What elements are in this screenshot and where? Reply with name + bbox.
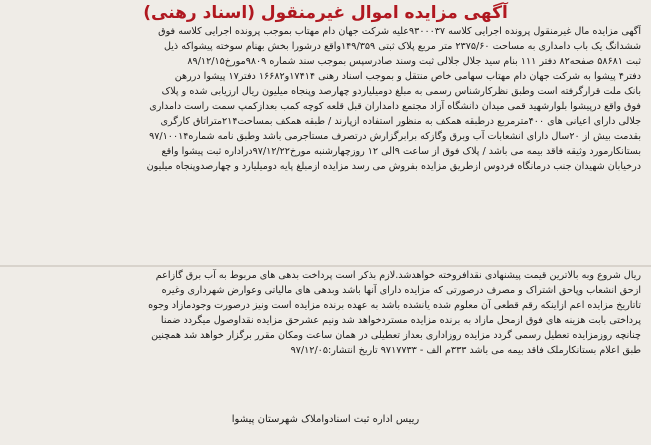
notice-paragraph-1 (8, 24, 643, 264)
text-line: طبق اعلام بستانکارملک فاقد بیمه می باشد ۳۳۳م الف - ۹۷۱۷۷۳۳ تاریخ انتشار:۹۷/۱۲/۰۵ (290, 345, 641, 356)
text-line: جلالی دارای اعیانی های ۴۰۰مترمربع درطبقه همکف به منظور استفاده ازپارند / طبقه همکف بمساحت۲۱۴متراتاق کارگری (160, 116, 641, 127)
notice-paragraph-2 (8, 268, 643, 358)
section-divider (0, 265, 651, 267)
text-line: دفتر۴ پیشوا به شرکت جهان دام مهتاب سهامی خاص منتقل و بموجب اسناد رهنی ۱۷۴۱۴و۱۶۶۸۲ دفتر۱۷ پیشوا دررهن (174, 71, 641, 82)
text-line: فوق واقع درپیشوا بلوارشهید قمی میدان دانشگاه آزاد مجتمع دامداران قبل قلعه کوچه کمب بعدازکمپ سمت راست دامداری (149, 101, 641, 112)
text-line: بقدمت بیش از ۲۰سال دارای انشعابات آب وبرق وگازکه برابرگزارش درتصرف مستاجرمی باشد وطبق نامه شماره۹۷/۱۰۰۱۴ (149, 131, 641, 142)
text-line: ازحق انشعاب وپاحق اشتراک و مصرف درصورتی که مزایده دارای آنها باشد وبدهی های مالیاتی وعوارض شهرداری وغیره (161, 285, 641, 296)
text-line: ششدانگ یک باب دامداری به مساحت ۲۳۷۵/۶۰ متر مربع پلاک ثبتی ۱۴۹/۳۵۹واقع درشورا بخش بهنام سوخته پیشواکه ذیل (163, 41, 641, 52)
text-line: آگهی مزایده مال غیرمنقول پرونده اجرایی کلاسه ۹۳۰۰۰۳۷علیه شرکت جهان دام مهتاب بموجب پرونده اجرایی کلاسه فوق (158, 26, 641, 37)
text-line: چنانچه روزمزایده تعطیل رسمی گردد مزایده روزاداری بعداز تعطیلی در همان ساعت ومکان مقرر برگزار خواهد شد همچنین (151, 330, 641, 341)
text-line: ثبت ۵۸۶۸۱ صفحه۸۲ دفتر ۱۱۱ بنام سید جلال جلالی ثبت وسند صادرسپس بموجب سند شماره ۹۸۰۹مورخ۸۹/۱۲/۱۵ (187, 56, 641, 67)
text-line: ریال شروع وبه بالاترین قیمت پیشنهادی نقدافروخته خواهدشد.لازم بذکر است پرداخت بدهی های مربوط به آب برق گازاعم (155, 270, 641, 281)
text-line: پرداختی بابت هزینه های فوق ازمحل مازاد به برنده مزایده مستردخواهد شد ونیم عشرحق مزایده نقداوصول میگردد ضمنا (160, 315, 641, 326)
signature-line: رییس اداره ثبت اسنادواملاک شهرستان پیشوا (231, 414, 420, 425)
text-line: درخیابان شهیدان جنب درمانگاه فردوس ازطریق مزایده بفروش می رسد مزایده ازمبلغ پایه دومیلیارد و چهارصدوپنجاه میلیون (146, 161, 641, 172)
notice-title: آگهی مزایده اموال غیرمنقول (اسناد رهنی) (143, 3, 508, 23)
text-line: تاتاریخ مزایده اعم ازاینکه رقم قطعی آن معلوم شده یانشده باشد به عهده برنده مزایده است ونیز درصورت وجودمازاد وجوه (148, 300, 641, 311)
text-line: بستانکارمورد وثیقه فاقد بیمه می باشد / پلاک فوق از ساعت ۹الی ۱۲ روزچهارشنبه مورخ۹۷/۱۲/۲۲دراداره ثبت پیشوا واقع (161, 146, 641, 157)
text-line: بانک ملت قرارگرفته است وطبق نظرکارشناس رسمی به مبلغ دومیلیاردو چهارصد وپنجاه میلیون ریال ارزیابی شده و پلاک (161, 86, 641, 97)
